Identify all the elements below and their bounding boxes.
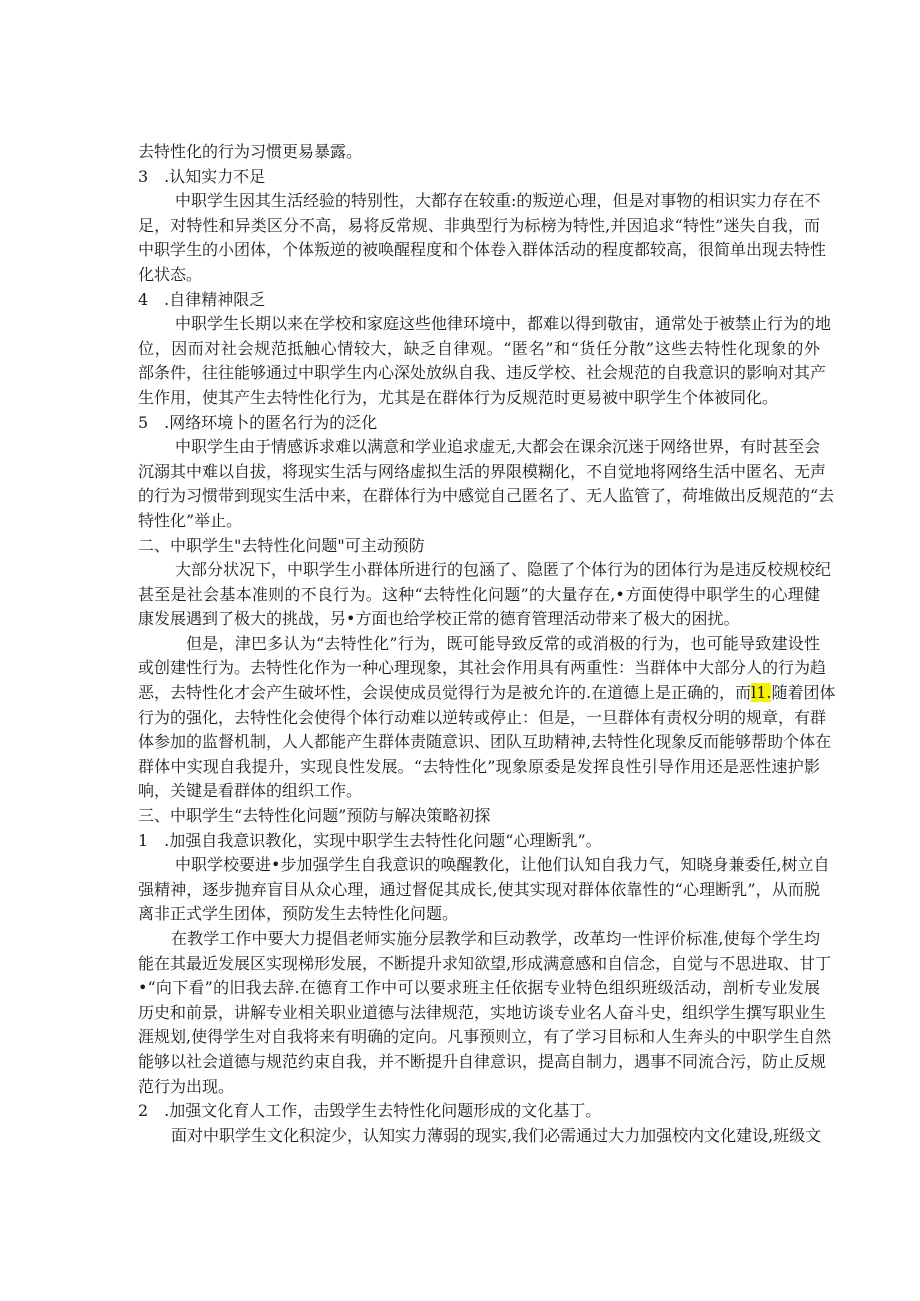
text-line: 响，关键是看群体的组织工作。 — [138, 781, 363, 801]
text-line: 行为的强化，去特性化会使得个体行动难以逆转或停止：但是，一旦群体有责权分明的规章，有群 — [138, 707, 827, 727]
text-line: 中职学生由于情感诉求难以满意和学业追求虚无,大都会在课余沉迷于网络世界，有时甚至会 — [175, 437, 821, 457]
text-line: 或创建性行为。去特性化作为一种心理现象，其社会作用具有两重性：当群体中大部分人的行为趋 — [138, 658, 827, 678]
text-line: 3 .认知实力不足 — [138, 166, 266, 186]
text-line: 2 .加强文化育人工作，击毁学生去特性化问题形成的文化基丁。 — [138, 1101, 602, 1121]
text-line: 在教学工作中要大力提倡老师实施分层教学和巨动教学，改革均一性评价标准,使每个学生均 — [171, 929, 820, 948]
text-segment: 随着团体 — [771, 683, 836, 703]
text-line: 三、中职学生“去特性化问题”预防与解决策略初探 — [138, 806, 491, 826]
text-line: 位，因而对社会规范抵触心情较大，缺乏自律观。“匿名”和“货任分散”这些去特性化现象的外 — [138, 338, 820, 358]
text-line: 离非正式学生团体，预防发生去特性化问题。 — [138, 904, 459, 924]
text-segment: 恶，去特性化才会产生破坏性，会误使成员觉得行为是被允许的.在道德上是正确的，而 — [138, 683, 752, 703]
text-line: 特性化”举止。 — [138, 510, 243, 530]
text-line: 范行为出现。 — [138, 1076, 235, 1096]
text-line: •“向下看”的旧我去辞.在德育工作中可以要求班主任依据专业特色组织班级活动，剖析专业发展 — [138, 978, 820, 998]
text-line: 化状态。 — [138, 264, 203, 284]
text-line: 历史和前景，讲解专业相关职业道德与法律规范，实地访谈专业名人奋斗史，组织学生撰写职业生 — [138, 1002, 827, 1022]
text-line: 二、中职学生"去特性化问题"可主动预防 — [138, 535, 425, 555]
text-line: 中职学生长期以来在学校和家庭这些他律环境中，都难以得到敬宙，通常处于被禁止行为的地 — [175, 314, 832, 334]
text-line: 群体中实现自我提升，实现良性发展。“去特性化”现象原委是发挥良性引导作用还是恶性速护影 — [138, 756, 820, 776]
text-line: 甚至是社会基本准则的不良行为。这种“去特性化问题”的大量存在,•方面使得中职学生的心理健 — [138, 584, 820, 604]
text-line: 生作用，使其产生去特性化行为，尤其是在群体行为反规范时更易被中职学生个体被同化。 — [138, 387, 779, 407]
text-line: 足，对特性和异类区分不高，易将反常规、非典型行为标榜为特性,并因追求“特性”迷失自我，而 — [138, 215, 820, 235]
document-page — [138, 140, 836, 1148]
text-line: 能在其最近发展区实现梯形发展，不断提升求知欲望,形成满意感和自信念，自觉与不思进取、甘丁 — [138, 953, 832, 973]
text-line: 涯规划,使得学生对自我将来有明确的定向。凡事预则立，有了学习目标和人生奔头的中职学生自然 — [138, 1027, 832, 1047]
text-line: 4 .自律精神限乏 — [138, 289, 266, 309]
text-line: 能够以社会道德与规范约束自我，并不断提升自律意识，提高自制力，遇事不同流合污，防止反规 — [138, 1051, 827, 1071]
text-line — [138, 681, 836, 706]
text-line: 面对中职学生文化积淀少，认知实力薄弱的现实,我们必需通过大力加强校内文化建设,班级文 — [171, 1125, 822, 1145]
text-line: 1 .加强自我意识教化，实现中职学生去特性化问题“心理断乳”。 — [138, 830, 602, 850]
highlighted-mark: l1. — [751, 683, 772, 703]
text-line: 部条件，往往能够通过中职学生内心深处放纵自我、违反学校、社会规范的自我意识的影响对其产 — [138, 363, 827, 383]
text-line: 沉溺其中难以自拔，将现实生活与网络虚拟生活的界限模糊化，不自觉地将网络生活中匿名、无声 — [138, 461, 827, 481]
text-line: 中职学生因其生活经验的特别性，大都存在较重:的叛逆心理，但是对事物的相识实力存在不 — [175, 191, 821, 211]
text-line: 中职学生的小团体，个体叛逆的被唤醒程度和个体卷入群体活动的程度都较高，很简单出现去特性 — [138, 240, 827, 260]
text-line: 的行为习惯带到现实生活中来，在群体行为中感觉自己匿名了、无人监管了，荷堆做出反规范的“去 — [138, 486, 835, 506]
text-line: 去特性化的行为习惯更易暴露。 — [138, 142, 363, 161]
text-line: 大部分状况下，中职学生小群体所进行的包涵了、隐匿了个体行为的团体行为是违反校规校纪 — [175, 560, 832, 580]
text-line: 康发展遇到了极大的挑战，另•方面也给学校正常的德育管理活动带来了极大的困扰。 — [138, 609, 740, 629]
text-line: 5 .网络环境卜的匿名行为的泛化 — [138, 412, 378, 432]
text-line: 体参加的监督机制，人人都能产生群体责随意识、团队互助精神,去特性化现象反而能够帮助个体在 — [138, 732, 832, 752]
text-line: 强精神，逐步抛弃盲目从众心理，通过督促其成长,使其实现对群体依靠性的“心理断乳”，从而脱 — [138, 879, 820, 899]
text-line: 但是，津巴多认为“去特性化”行为，既可能导致反常的或消极的行为，也可能导致建设性 — [186, 633, 820, 653]
text-line: 中职学校要进•步加强学生自我意识的唤醒教化，让他们认知自我力气，知晓身兼委任,树立自 — [175, 855, 830, 875]
